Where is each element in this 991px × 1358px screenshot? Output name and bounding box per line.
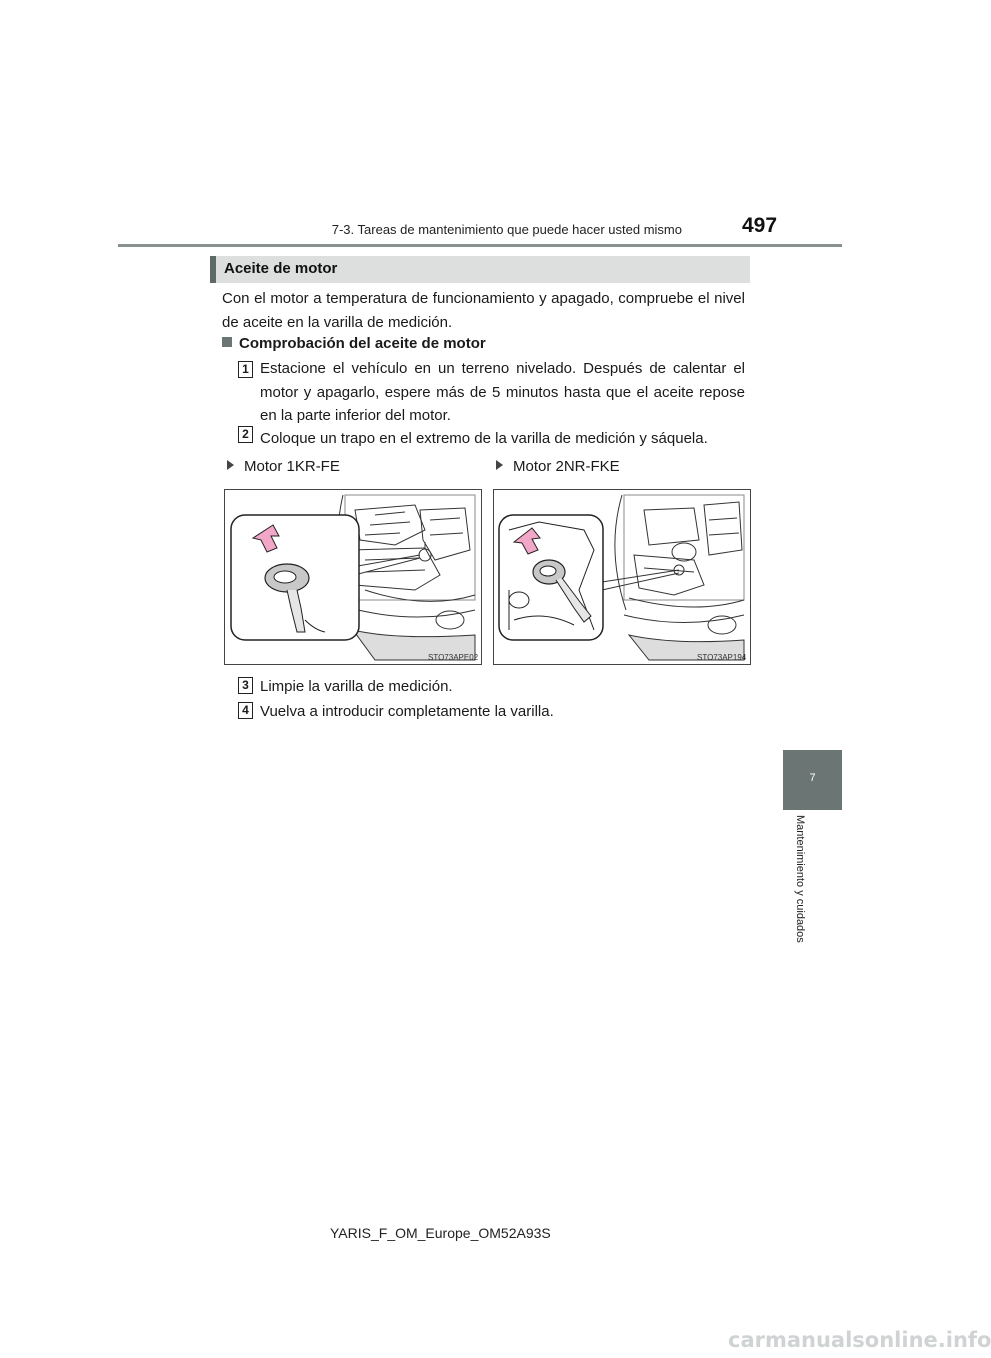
step-badge-1: 1 (238, 361, 253, 378)
header-rule (118, 244, 842, 247)
figure-engine-1kr-fe (224, 489, 482, 665)
triangle-bullet-icon (496, 460, 503, 470)
section-header-bar (210, 256, 216, 283)
triangle-bullet-icon (227, 460, 234, 470)
running-header: 7-3. Tareas de mantenimiento que puede hacer usted mismo (331, 222, 682, 237)
chapter-number: 7 (809, 772, 816, 784)
step-text-2: Coloque un trapo en el extremo de la varilla de medición y sáquela. (260, 430, 708, 447)
subheading (222, 335, 486, 352)
engine-illustration-1 (225, 490, 481, 664)
section-header (210, 256, 750, 283)
figure-label-2: Motor 2NR-FKE (496, 458, 620, 475)
intro-paragraph: Con el motor a temperatura de funcionamiento y apagado, compruebe el nivel de aceite en la varilla de medición. (222, 290, 745, 331)
figure-engine-2nr-fke (493, 489, 751, 665)
step-badge-4: 4 (238, 702, 253, 719)
square-bullet-icon (222, 337, 232, 347)
step-badge-2: 2 (238, 426, 253, 443)
step-text-3: Limpie la varilla de medición. (260, 678, 453, 695)
document-id: YARIS_F_OM_Europe_OM52A93S (330, 1225, 551, 1241)
watermark: carmanualsonline.info (728, 1328, 991, 1352)
step-badge-3: 3 (238, 677, 253, 694)
section-title: Aceite de motor (224, 260, 338, 277)
step-text-4: Vuelva a introducir completamente la varilla. (260, 703, 554, 720)
figure-code-2: STO73AP194 (697, 653, 747, 662)
page-number: 497 (742, 214, 778, 237)
chapter-tab (783, 750, 842, 810)
figure-code-1: STO73APE02 (428, 653, 479, 662)
step-text-1: Estacione el vehículo en un terreno nivelado. Después de calentar el motor y apagarlo, espere más de 5 minutos hasta que el aceite repose en la parte inferior del motor. (260, 360, 745, 424)
chapter-label: Mantenimiento y cuidados (794, 815, 806, 943)
figure-label-1: Motor 1KR-FE (227, 458, 340, 475)
subheading-text: Comprobación del aceite de motor (239, 335, 486, 352)
engine-illustration-2 (494, 490, 750, 664)
